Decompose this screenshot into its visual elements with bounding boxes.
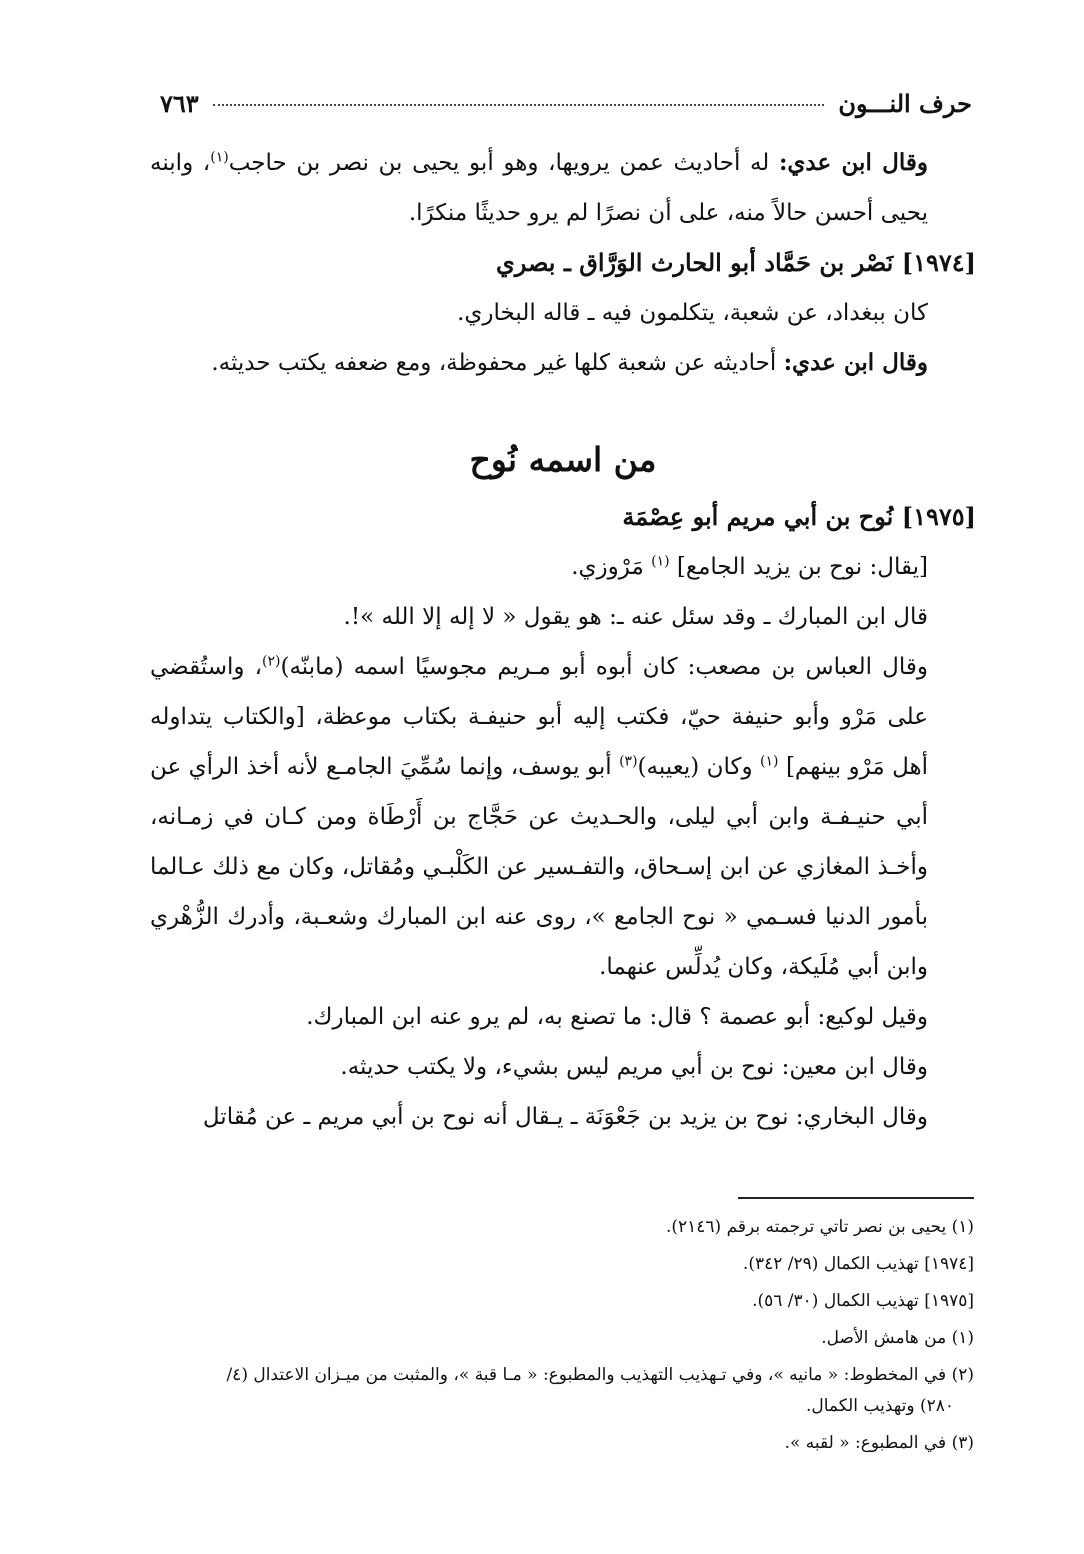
paragraph-waki: وقيل لوكيع: أبو عصمة ؟ قال: ما تصنع به، لم يرو عنه ابن المبارك.: [306, 1004, 928, 1030]
paragraph-text: مَرْوزي.: [571, 554, 652, 580]
paragraph-ibn-adi-2: [150, 338, 976, 388]
paragraph-text: له أحاديث عمن يرويها، وهو أبو يحيى بن نصر بن حاجب: [228, 150, 779, 176]
footnote: (١) يحيى بن نصر تاتي ترجمته برقم (٢١٤٦).: [665, 1217, 974, 1237]
main-text: [150, 138, 976, 1142]
footnote-ref: (١): [210, 149, 229, 166]
footnote-text: (٢) في المخطوط: « مانيه »، وفي تـهذيب التهذيب والمطبوع: « مـا قبة »، والمثبت من ميـزان الاعتدال (٤/: [226, 1365, 974, 1385]
footnote: (٣) في المطبوع: « لقبه ».: [784, 1433, 974, 1453]
paragraph-ibn-adi-1: [150, 138, 976, 238]
speaker-label: وقال ابن عدي:: [783, 349, 928, 376]
speaker-label: وقال ابن عدي:: [778, 149, 928, 176]
paragraph-ibn-mubarak: قال ابن المبارك ـ وقد سئل عنه ـ: هو يقول « لا إله إلا الله »!.: [343, 604, 928, 630]
paragraph-text: وكان (يعيبه): [637, 754, 761, 780]
footnote-ref: (١): [760, 753, 779, 770]
footnote: [152, 1360, 974, 1422]
paragraph-text: أبو يوسف، وإنما سُمِّيَ الجامـع لأنه أخذ الرأي عن أبي حنيـفـة وابن أبي ليلى، والحـديث عن حَجَّاج بن أَرْطَاة ومن كـان في زمـانه، وأخـذ المغازي عن ابن إسـحاق، والتفـسير عن الكَلْبـي ومُقاتل، وكان مع ذلك عـالما بأمور الدنيا فسـمي « نوح الجامع »، روى عنه ابن المبارك وشعـبة، وأدرك الزُّهْري وابن أبي مُلَيكة، وكان يُدلِّس عنهما.: [150, 754, 928, 980]
entry-heading-1974: [١٩٧٤] نَصْر بن حَمَّاد أبو الحارث الوَرَّاق ـ بصري: [495, 248, 976, 277]
footnote-ref: (١): [651, 553, 670, 570]
paragraph-abbas: [150, 642, 976, 992]
footnote: [١٩٧٥] تهذيب الكمال (٣٠/ ٥٦).: [752, 1291, 974, 1311]
paragraph-text: ، واستُقضي على مَرْو وأبو حنيفة حيّ، فكتب إليه أبو حنيفـة بكتاب موعظة، [والكتاب يتداوله أهل مَرْو بينهم]: [150, 654, 929, 780]
header-rule: [213, 104, 825, 106]
footnote-continuation: ٢٨٠) وتهذيب الكمال.: [805, 1396, 954, 1416]
paragraph-text: [يقال: نوح بن يزيد الجامع]: [676, 554, 928, 580]
running-head: حرف النـــون: [838, 88, 972, 118]
footnote: [١٩٧٤] تهذيب الكمال (٢٩/ ٣٤٢).: [742, 1254, 974, 1274]
entry-heading-1975: [١٩٧٥] نُوح بن أبي مريم أبو عِصْمَة: [622, 502, 976, 531]
paragraph-bukhari-2: وقال البخاري: نوح بن يزيد بن جَعْوَنَة ـ يـقال أنه نوح بن أبي مريم ـ عن مُقاتل: [202, 1104, 928, 1130]
paragraph-bukhari-1: كان ببغداد، عن شعبة، يتكلمون فيه ـ قاله البخاري.: [457, 300, 928, 326]
footnote: (١) من هامش الأصل.: [821, 1328, 974, 1348]
footnote-rule: [738, 1197, 974, 1199]
paragraph-ibn-main: وقال ابن معين: نوح بن أبي مريم ليس بشيء، ولا يكتب حديثه.: [340, 1054, 928, 1080]
footnote-ref: (٢): [262, 653, 281, 670]
paragraph-text: وقال العباس بن مصعب: كان أبوه أبو مـريم مجوسيًا اسمه (مابنّه): [280, 654, 928, 680]
page-header: [160, 86, 972, 120]
paragraph-text: ، وابنه يحيى أحسن حالاً منه، على أن نصرًا لم يرو حديثًا منكرًا.: [150, 150, 928, 226]
section-title: من اسمه نُوح: [469, 440, 657, 479]
footnotes: [152, 1212, 974, 1465]
paragraph-text: أحاديثه عن شعبة كلها غير محفوظة، ومع ضعفه يكتب حديثه.: [211, 350, 784, 376]
page-number: ٧٦٣: [160, 88, 199, 118]
paragraph-yuqal: [150, 542, 976, 592]
footnote-ref: (٣): [619, 753, 638, 770]
